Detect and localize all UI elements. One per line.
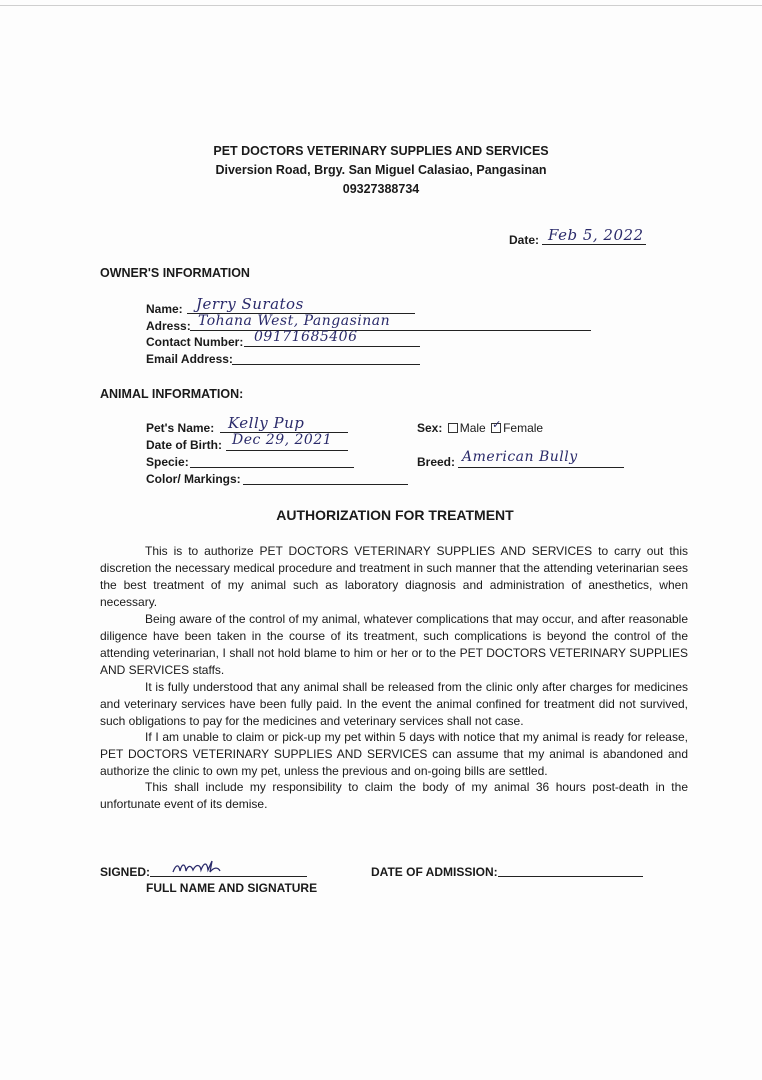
breed-line — [458, 467, 624, 468]
name-label: Name: — [146, 302, 183, 316]
sex-label: Sex: — [417, 421, 443, 435]
dob-line — [226, 450, 348, 451]
date-line — [542, 244, 646, 245]
date-value: Feb 5, 2022 — [548, 226, 644, 244]
female-checkbox[interactable] — [491, 423, 501, 433]
auth-paragraph-2: Being aware of the control of my animal, whatever complications that may occur, and after reasonable diligence have been taken in the course of its treatment, such complications is beyond the control of the attending veterinarian, I shall not hold blame to him or her or to the PET DOCTORS VETERINARY SUPPLIES AND SERVICES staffs. — [100, 612, 688, 677]
address-line — [190, 330, 591, 331]
specie-line — [190, 467, 354, 468]
scan-edge-line — [0, 5, 762, 6]
male-option-label: Male — [459, 421, 486, 435]
email-line — [232, 364, 420, 365]
male-checkbox[interactable] — [448, 423, 458, 433]
business-address: Diversion Road, Brgy. San Miguel Calasiao, Pangasinan — [215, 163, 547, 177]
animal-heading: ANIMAL INFORMATION: — [100, 387, 244, 401]
dob-label: Date of Birth: — [146, 438, 222, 452]
female-option-label: Female — [503, 421, 544, 435]
pet-name-label: Pet's Name: — [146, 421, 215, 435]
auth-paragraph-4: If I am unable to claim or pick-up my pet within 5 days with notice that my animal is ready for release, PET DOCTORS VETERINARY SUPPLIES AND SERVICES can assume that my animal is abandoned and authorize the clinic to own my pet, unless the previous and on-going bills are settled. — [100, 730, 688, 778]
owner-address-value: Tohana West, Pangasinan — [198, 313, 391, 329]
color-label: Color/ Markings: — [146, 472, 241, 486]
date-label: Date: — [509, 233, 540, 247]
color-line — [243, 484, 408, 485]
breed-value: American Bully — [462, 449, 578, 465]
email-label: Email Address: — [146, 352, 233, 366]
specie-label: Specie: — [146, 455, 189, 469]
auth-paragraph-5: This shall include my responsibility to claim the body of my animal 36 hours post-death in the unfortunate event of its demise. — [100, 780, 688, 811]
breed-label: Breed: — [417, 455, 456, 469]
owner-contact-value: 09171685406 — [254, 329, 358, 345]
business-phone: 09327388734 — [342, 182, 420, 196]
owner-heading: OWNER'S INFORMATION — [100, 266, 250, 280]
owner-name-value: Jerry Suratos — [196, 295, 304, 313]
handwritten-signature — [170, 858, 230, 878]
auth-paragraph-1: This is to authorize PET DOCTORS VETERINARY SUPPLIES AND SERVICES to carry out this discretion the necessary medical procedure and treatment in such manner that the attending veterinarian sees the best treatment of my animal such as laboratory diagnosis and administration of anesthetics, when necessary. — [100, 544, 688, 609]
full-name-label: FULL NAME AND SIGNATURE — [146, 881, 318, 895]
admission-line — [498, 876, 643, 877]
sex-field — [417, 421, 543, 435]
auth-paragraph-3: It is fully understood that any animal shall be released from the clinic only after charges for medicines and veterinary services have been fully paid. In the event the animal confined for treatment did not survived, such obligations to pay for the medicines and veterinary services shall not case. — [100, 680, 688, 728]
address-label: Adress: — [146, 319, 191, 333]
dob-value: Dec 29, 2021 — [232, 432, 333, 448]
authorization-title: AUTHORIZATION FOR TREATMENT — [276, 507, 514, 523]
contact-label: Contact Number: — [146, 335, 244, 349]
signed-label: SIGNED: — [100, 865, 151, 879]
admission-label: DATE OF ADMISSION: — [371, 865, 498, 879]
contact-line — [244, 346, 420, 347]
business-name: PET DOCTORS VETERINARY SUPPLIES AND SERVICES — [213, 144, 549, 158]
pet-name-value: Kelly Pup — [228, 414, 305, 432]
